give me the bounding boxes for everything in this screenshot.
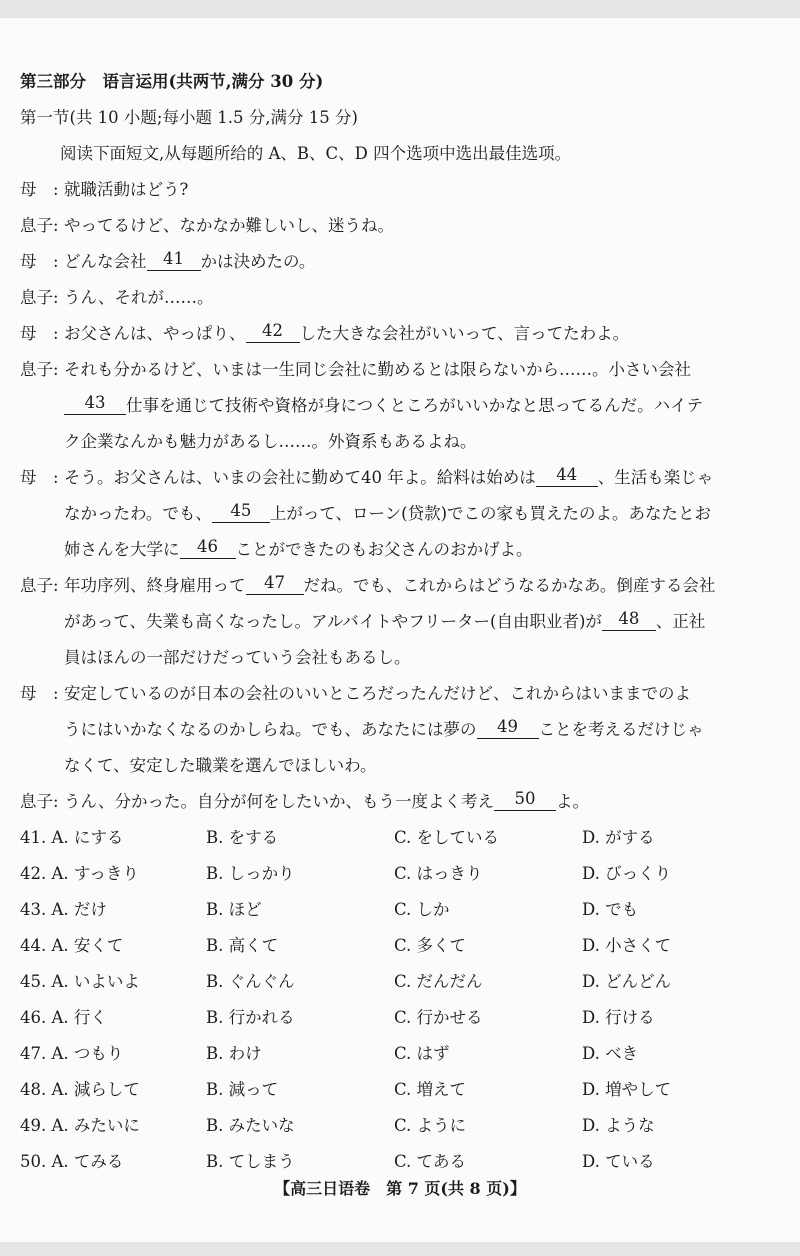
dialogue-line-9-cont2 <box>20 748 790 784</box>
dialogue-line-10 <box>20 784 790 820</box>
speaker-son: 息子: <box>20 792 59 811</box>
dialogue-line-6-cont <box>20 388 790 424</box>
option-d: D. がする <box>582 828 655 847</box>
blank-45: 45 <box>212 500 270 523</box>
option-row-46 <box>20 1000 790 1036</box>
blank-50: 50 <box>494 788 556 811</box>
speaker-son: 息子: <box>20 576 59 595</box>
option-row-50 <box>20 1144 790 1180</box>
dialogue-text: 上がって、ローン(贷款)でこの家も買えたのよ。あなたとお <box>269 504 712 523</box>
option-b: B. ぐんぐん <box>206 972 295 991</box>
dialogue-text: 、生活も楽じゃ <box>597 468 714 487</box>
dialogue-text: どんな会社 <box>64 252 147 271</box>
dialogue-text: うん、それが……。 <box>64 288 214 307</box>
option-d: D. でも <box>582 900 639 919</box>
dialogue-text: そう。お父さんは、いまの会社に勤めて40 年よ。給料は始めは <box>64 468 536 487</box>
dialogue-line-8-cont <box>20 604 790 640</box>
dialogue-text: やってるけど、なかなか難しいし、迷うね。 <box>64 216 394 235</box>
dialogue-text: かは決めたの。 <box>200 252 316 271</box>
speaker-mother: 母 : <box>20 468 59 487</box>
option-a: 47. A. つもり <box>20 1044 124 1063</box>
option-d: D. ている <box>582 1152 655 1171</box>
exam-content <box>20 64 790 1180</box>
page-top-margin <box>0 0 800 18</box>
dialogue-text: 就職活動はどう? <box>64 180 189 199</box>
option-a: 49. A. みたいに <box>20 1116 140 1135</box>
speaker-mother: 母 : <box>20 180 59 199</box>
option-a: 43. A. だけ <box>20 900 107 919</box>
blank-44: 44 <box>536 464 598 487</box>
dialogue-text: 仕事を通じて技術や資格が身につくところがいいかなと思ってるんだ。ハイテ <box>126 396 704 415</box>
option-row-43 <box>20 892 790 928</box>
option-a: 50. A. てみる <box>20 1152 124 1171</box>
option-row-45 <box>20 964 790 1000</box>
option-c: C. てある <box>394 1152 467 1171</box>
option-c: C. 行かせる <box>394 1008 483 1027</box>
blank-42: 42 <box>246 320 300 343</box>
dialogue-text: 姉さんを大学に <box>64 540 180 559</box>
dialogue-text: ク企業なんかも魅力があるし……。外資系もあるよね。 <box>64 432 477 451</box>
speaker-mother: 母 : <box>20 324 59 343</box>
dialogue-text: があって、失業も高くなったし。アルバイトやフリーター(自由职业者)が <box>64 612 602 631</box>
speaker-mother: 母 : <box>20 252 59 271</box>
subsection-title: 第一节(共 10 小题;每小题 1.5 分,满分 15 分) <box>20 108 358 127</box>
section-title: 第三部分 语言运用(共两节,满分 30 分) <box>20 72 324 91</box>
option-b: B. 高くて <box>206 936 279 955</box>
dialogue-line-1 <box>20 172 790 208</box>
option-b: B. 減って <box>206 1080 279 1099</box>
option-a: 42. A. すっきり <box>20 864 139 883</box>
dialogue-text: した大きな会社がいいって、言ってたわよ。 <box>299 324 630 343</box>
option-c: C. しか <box>394 900 450 919</box>
blank-49: 49 <box>477 716 539 739</box>
dialogue-text: ことができたのもお父さんのおかげよ。 <box>235 540 533 559</box>
option-d: D. 小さくて <box>582 936 672 955</box>
dialogue-line-7 <box>20 460 790 496</box>
option-c: C. 増えて <box>394 1080 467 1099</box>
speaker-son: 息子: <box>20 216 59 235</box>
dialogue-text: だね。でも、これからはどうなるかなあ。倒産する会社 <box>303 576 716 595</box>
option-a: 48. A. 減らして <box>20 1080 140 1099</box>
dialogue-line-7-cont <box>20 496 790 532</box>
dialogue-line-9-cont <box>20 712 790 748</box>
option-a: 46. A. 行く <box>20 1008 107 1027</box>
option-row-42 <box>20 856 790 892</box>
dialogue-line-8-cont2 <box>20 640 790 676</box>
blank-41: 41 <box>147 248 201 271</box>
blank-46: 46 <box>180 536 236 559</box>
dialogue-text: 年功序列、終身雇用って <box>64 576 246 595</box>
option-d: D. べき <box>582 1044 639 1063</box>
option-row-49 <box>20 1108 790 1144</box>
dialogue-text: なくて、安定した職業を選んでほしいわ。 <box>64 756 377 775</box>
option-b: B. ほど <box>206 900 262 919</box>
option-b: B. てしまう <box>206 1152 295 1171</box>
option-row-48 <box>20 1072 790 1108</box>
dialogue-line-2 <box>20 208 790 244</box>
option-b: B. みたいな <box>206 1116 295 1135</box>
option-b: B. しっかり <box>206 864 295 883</box>
option-row-41 <box>20 820 790 856</box>
option-row-47 <box>20 1036 790 1072</box>
option-d: D. 行ける <box>582 1008 655 1027</box>
dialogue-line-3 <box>20 244 790 280</box>
option-c: C. だんだん <box>394 972 483 991</box>
page-bottom-margin <box>0 1242 800 1256</box>
dialogue-line-4 <box>20 280 790 316</box>
blank-47: 47 <box>246 572 304 595</box>
dialogue-text: うにはいかなくなるのかしらね。でも、あなたには夢の <box>64 720 477 739</box>
option-d: D. ような <box>582 1116 655 1135</box>
answer-options <box>20 820 790 1180</box>
dialogue-line-9 <box>20 676 790 712</box>
option-c: C. をしている <box>394 828 500 847</box>
dialogue-text: 安定しているのが日本の会社のいいところだったんだけど、これからはいままでのよ <box>64 684 691 703</box>
option-c: C. はず <box>394 1044 450 1063</box>
dialogue-line-6-cont2 <box>20 424 790 460</box>
dialogue-text: お父さんは、やっぱり、 <box>64 324 246 343</box>
dialogue-line-7-cont2 <box>20 532 790 568</box>
speaker-mother: 母 : <box>20 684 59 703</box>
dialogue-text: 、正社 <box>655 612 706 631</box>
dialogue-text: うん、分かった。自分が何をしたいか、もう一度よく考え <box>64 792 494 811</box>
option-a: 45. A. いよいよ <box>20 972 140 991</box>
speaker-son: 息子: <box>20 360 59 379</box>
option-c: C. はっきり <box>394 864 483 883</box>
dialogue-text: よ。 <box>556 792 589 811</box>
option-c: C. ように <box>394 1116 467 1135</box>
blank-48: 48 <box>602 608 656 631</box>
option-b: B. をする <box>206 828 279 847</box>
option-d: D. 増やして <box>582 1080 672 1099</box>
option-d: D. どんどん <box>582 972 672 991</box>
speaker-son: 息子: <box>20 288 59 307</box>
dialogue-line-5 <box>20 316 790 352</box>
page-footer: 【高三日语卷 第 7 页(共 8 页)】 <box>274 1179 526 1198</box>
dialogue-line-8 <box>20 568 790 604</box>
option-d: D. びっくり <box>582 864 672 883</box>
dialogue-text: それも分かるけど、いまは一生同じ会社に勤めるとは限らないから……。小さい会社 <box>64 360 691 379</box>
option-a: 44. A. 安くて <box>20 936 124 955</box>
dialogue-line-6 <box>20 352 790 388</box>
dialogue-text: なかったわ。でも、 <box>64 504 212 523</box>
dialogue-text: ことを考えるだけじゃ <box>538 720 704 739</box>
option-row-44 <box>20 928 790 964</box>
option-b: B. わけ <box>206 1044 262 1063</box>
option-c: C. 多くて <box>394 936 467 955</box>
option-a: 41. A. にする <box>20 828 124 847</box>
blank-43: 43 <box>64 392 126 415</box>
option-b: B. 行かれる <box>206 1008 295 1027</box>
dialogue-text: 員はほんの一部だけだっていう会社もあるし。 <box>64 648 411 667</box>
instruction: 阅读下面短文,从每题所给的 A、B、C、D 四个选项中选出最佳选项。 <box>60 144 572 163</box>
